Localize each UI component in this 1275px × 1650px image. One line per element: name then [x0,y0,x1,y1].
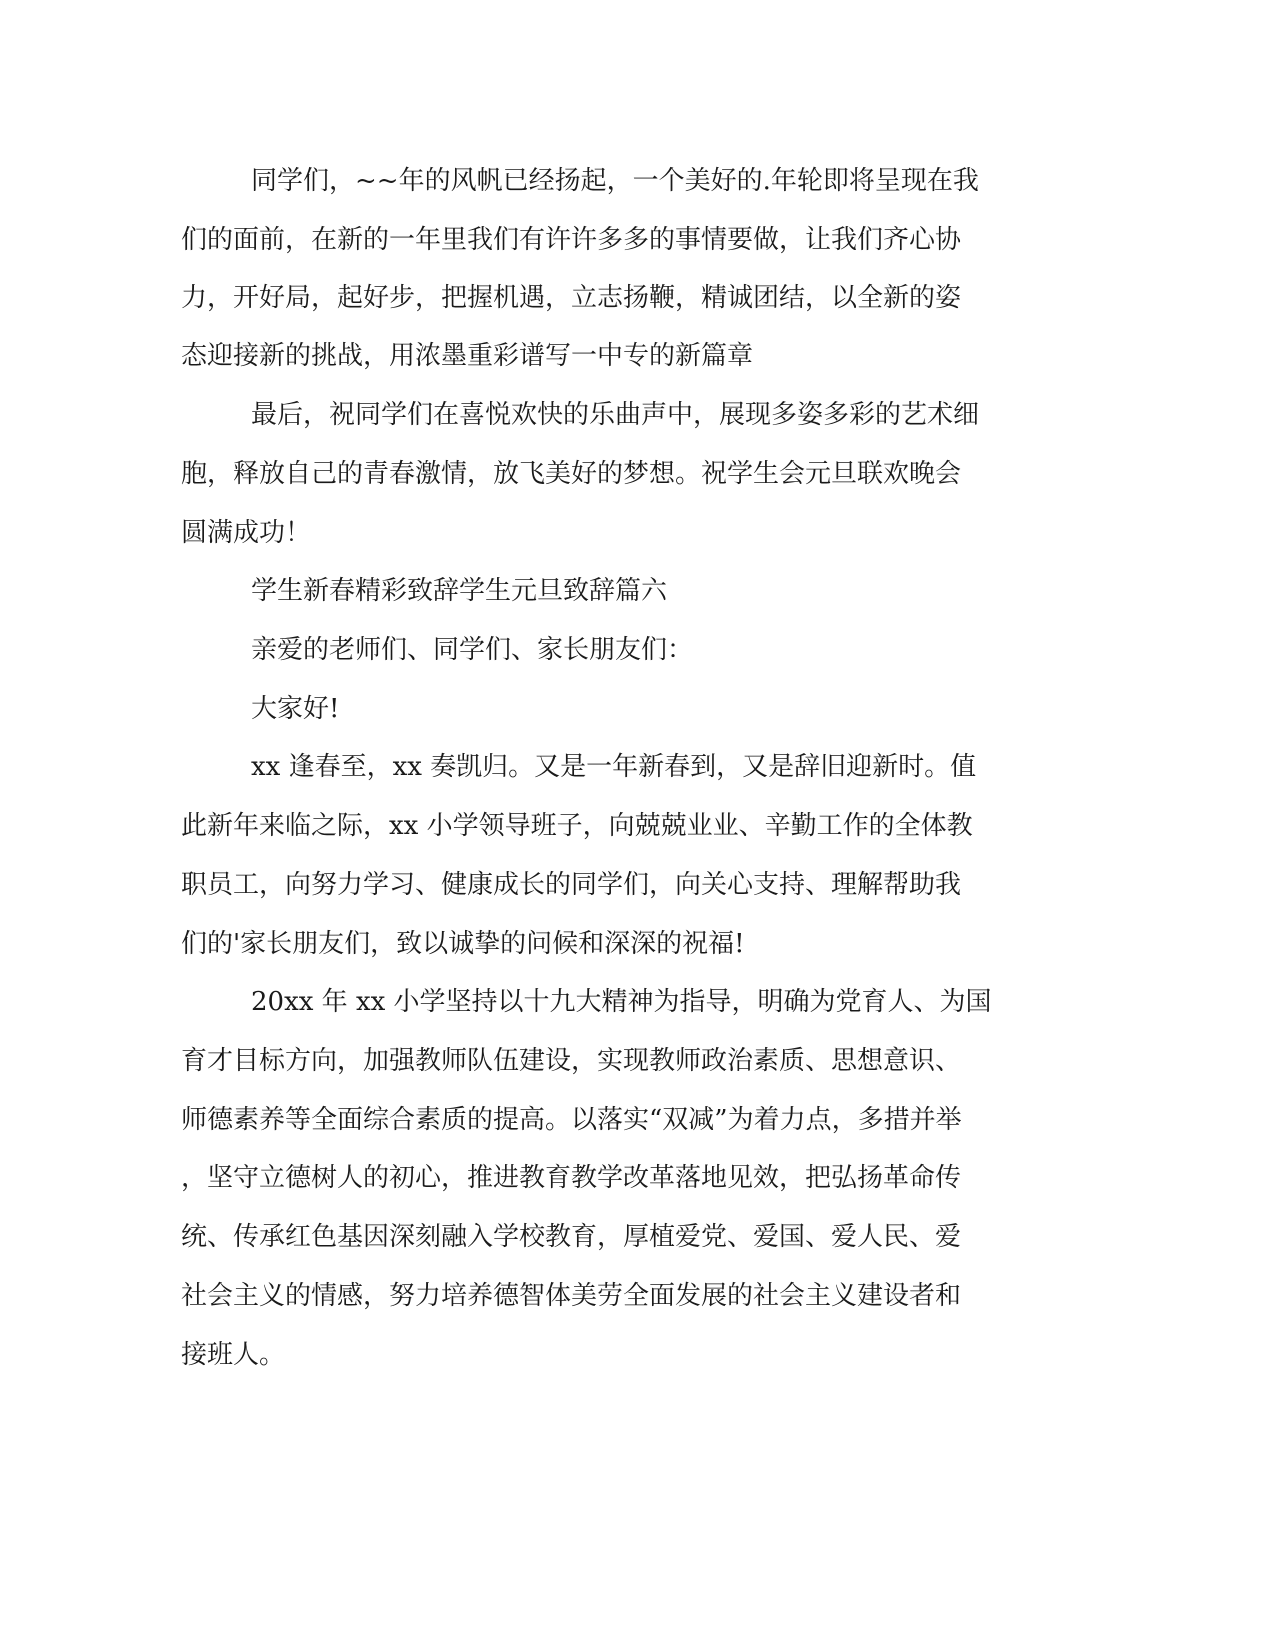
text-line: 20xx 年 xx 小学坚持以十九大精神为指导，明确为党育人、为国 [251,987,992,1017]
text-line: 此新年来临之际，xx 小学领导班子，向兢兢业业、辛勤工作的全体教 [181,811,973,841]
text-line: 们的面前，在新的一年里我们有许许多多的事情要做，让我们齐心协 [181,225,962,255]
text-line: xx 逢春至，xx 奏凯归。又是一年新春到，又是辞旧迎新时。值 [251,752,977,782]
text-line: 育才目标方向，加强教师队伍建设，实现教师政治素质、思想意识、 [181,1046,962,1076]
text-line: 师德素养等全面综合素质的提高。以落实“双减”为着力点，多措并举 [181,1105,962,1135]
text-line: 职员工，向努力学习、健康成长的同学们，向关心支持、理解帮助我 [181,870,962,900]
text-line: 同学们，~~年的风帆已经扬起，一个美好的.年轮即将呈现在我 [251,166,979,196]
text-line: 们的'家长朋友们，致以诚挚的问候和深深的祝福! [181,929,745,959]
text-line: 接班人。 [181,1340,286,1370]
text-line: 圆满成功！ [181,518,312,548]
text-line: ，坚守立德树人的初心，推进教育教学改革落地见效，把弘扬革命传 [181,1163,962,1193]
text-line: 力，开好局，起好步，把握机遇，立志扬鞭，精诚团结，以全新的姿 [181,283,962,313]
text-line: 胞，释放自己的青春激情，放飞美好的梦想。祝学生会元旦联欢晚会 [181,459,962,489]
text-line: 态迎接新的挑战，用浓墨重彩谱写一中专的新篇章 [181,341,754,371]
text-line: 最后，祝同学们在喜悦欢快的乐曲声中，展现多姿多彩的艺术细 [251,400,980,430]
text-line: 统、传承红色基因深刻融入学校教育，厚植爱党、爱国、爱人民、爱 [181,1222,962,1252]
salutation: 亲爱的老师们、同学们、家长朋友们： [251,635,694,665]
section-heading: 学生新春精彩致辞学生元旦致辞篇六 [251,576,668,606]
greeting: 大家好! [251,694,340,724]
text-line: 社会主义的情感，努力培养德智体美劳全面发展的社会主义建设者和 [181,1281,962,1311]
